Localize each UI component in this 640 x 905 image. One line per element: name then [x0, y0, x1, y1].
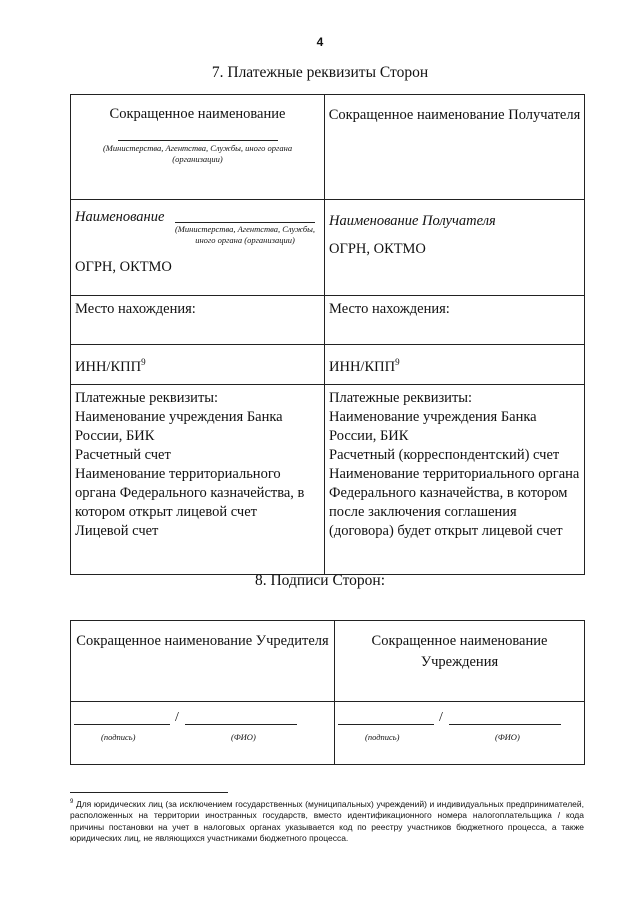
left-header-text: Сокращенное наименование	[109, 106, 286, 122]
footnote-mark: 9	[70, 799, 74, 805]
table-row	[71, 702, 585, 765]
signature-line	[74, 724, 170, 725]
footnote-ref: 9	[395, 357, 400, 367]
bank-line: Наименование территориального органа Федерального казначейства, в котором после заключения соглашения (договора) будет открыт лицевой счет	[329, 466, 580, 539]
left-inn-cell	[71, 345, 325, 385]
left-location: Место нахождения:	[71, 296, 325, 345]
payment-details-table	[70, 94, 585, 575]
slash: /	[175, 710, 179, 725]
left-name-label: Наименование	[75, 209, 165, 225]
slash: /	[439, 710, 443, 725]
name-caption: (ФИО)	[495, 732, 520, 742]
table-row	[71, 621, 585, 702]
left-inn: ИНН/КПП	[75, 358, 142, 375]
table-row	[71, 95, 585, 200]
bank-line: Наименование учреждения Банка России, БИК	[329, 409, 537, 444]
footnote	[70, 797, 584, 845]
table-row	[71, 200, 585, 296]
left-name-cell	[71, 200, 325, 296]
bank-line: Наименование территориального органа Федерального казначейства, в котором открыт лицевой счет	[75, 466, 305, 520]
footnote-divider	[70, 792, 228, 793]
right-name-label: Наименование Получателя	[329, 213, 496, 229]
right-inn: ИНН/КПП	[329, 358, 396, 375]
bank-line: Платежные реквизиты:	[75, 390, 219, 406]
name-caption: (ФИО)	[231, 732, 256, 742]
name-line	[185, 724, 297, 725]
right-name-cell	[325, 200, 585, 296]
bank-line: Наименование учреждения Банка России, БИК	[75, 409, 283, 444]
right-inn-cell	[325, 345, 585, 385]
right-ogrn: ОГРН, ОКТМО	[329, 241, 426, 257]
right-bank-cell	[325, 385, 585, 575]
bank-line: Платежные реквизиты:	[329, 390, 473, 406]
signature-line	[338, 724, 434, 725]
signatures-table	[70, 620, 585, 765]
footnote-ref: 9	[141, 357, 146, 367]
signature-caption: (подпись)	[365, 732, 400, 742]
left-bank-cell	[71, 385, 325, 575]
left-ogrn: ОГРН, ОКТМО	[75, 259, 172, 275]
name-line	[175, 222, 315, 223]
signature-caption: (подпись)	[101, 732, 136, 742]
table-row	[71, 296, 585, 345]
institution-signature-cell	[335, 702, 585, 765]
section-7-title: 7. Платежные реквизиты Сторон	[211, 64, 429, 81]
footnote-text: Для юридических лиц (за исключением государственных (муниципальных) учреждений) и индивидуальных предпринимателей, расположенных на территории иностранных государств, вместо идентификационного номера налогоплательщика / кода причины постановки на учет в налоговых органах указывается код по реестру участников бюджетного процесса, а также юридических лиц, не являющихся участниками бюджетного процесса.	[70, 798, 584, 844]
left-header-cell	[71, 95, 325, 200]
table-row	[71, 345, 585, 385]
right-header-cell	[325, 95, 585, 200]
left-name-caption: (Министерства, Агентства, Службы, иного органа (организации)	[174, 224, 316, 245]
table-row	[71, 385, 585, 575]
name-line	[449, 724, 561, 725]
right-location: Место нахождения:	[325, 296, 585, 345]
founder-signature-cell	[71, 702, 335, 765]
bank-line: Расчетный (корреспондентский) счет	[329, 447, 560, 463]
page-number: 4	[316, 35, 324, 49]
right-header-text: Сокращенное наименование Получателя	[328, 107, 581, 123]
institution-header: Сокращенное наименование Учреждения	[335, 621, 585, 702]
section-8-title: 8. Подписи Сторон:	[254, 572, 386, 589]
left-header-caption: (Министерства, Агентства, Службы, иного органа (организации)	[102, 143, 293, 164]
founder-header: Сокращенное наименование Учредителя	[71, 621, 335, 702]
bank-line: Расчетный счет	[75, 447, 171, 463]
bank-line: Лицевой счет	[75, 523, 159, 539]
